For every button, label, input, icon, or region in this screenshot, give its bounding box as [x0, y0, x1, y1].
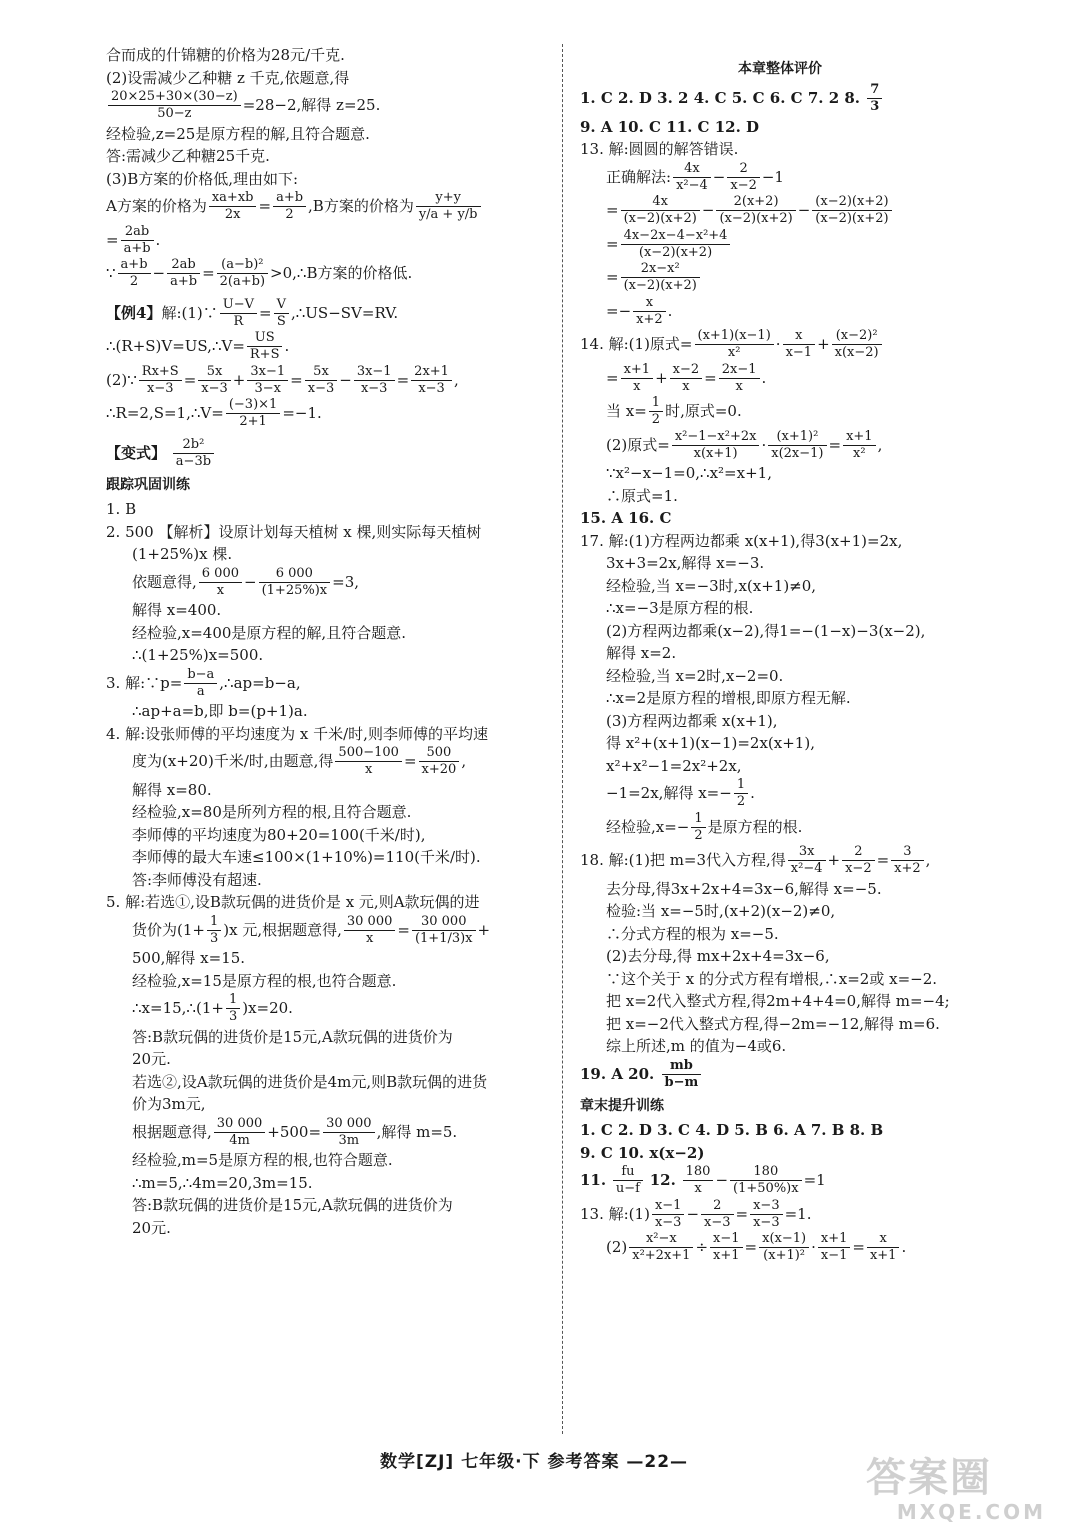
answer-line: 9. C 10. x(x−2): [580, 1143, 705, 1162]
right-column: [580, 44, 980, 1265]
answer-line: 得 x²+(x+1)(x−1)=2x(x+1),: [606, 734, 815, 752]
answer-line: 经检验,m=5是原方程的根,也符合题意.: [132, 1151, 393, 1169]
column-divider: [562, 44, 563, 1434]
answer-line: 19. A 20. $\frac{mb}{b-m}$: [580, 1058, 980, 1092]
answer-line: 3x+3=2x,解得 x=−3.: [606, 554, 765, 572]
equation-line: 3. 解:∵p= $\frac{b-a}{a}$ ,∴ap=b−a,: [106, 666, 301, 699]
left-column: [106, 44, 550, 1239]
equation-line: 正确解法: $\frac{4x}{\text{x²−4}}$ − $\frac{2}{x-2}$ −1: [606, 160, 784, 193]
answer-line: ∴原式=1.: [606, 486, 678, 505]
answer-line: 去分母,得3x+2x+4=3x−6,解得 x=−5.: [606, 879, 882, 898]
answer-line: ∴(1+25%)x=500.: [132, 646, 264, 664]
equation-line: A方案的价格为 $\frac{xa+xb}{2x}$ = $\frac{a+b}{2}$ ,B方案的价格为 $\frac{y+y}{y/a + y/b}$: [106, 190, 550, 224]
equation-line: ∵ $\frac{a+b}{2}$ − $\frac{2ab}{a+b}$ = $\frac{\text{(a−b)²}}{2(a+b)}$ >0,∴B方案的价格低.: [106, 257, 413, 290]
page-footer: 数学[ZJ] 七年级·下 参考答案 —22—: [380, 1452, 689, 1472]
answer-line: 解得 x=80.: [132, 780, 212, 799]
answer-line: 答:B款玩偶的进货价是15元,A款玩偶的进货价为: [132, 1027, 453, 1046]
answer-line: 价为3m元,: [132, 1095, 206, 1113]
equation-line: 度为(x+20)千米/时,由题意,得 $\frac{500-100}{x}$ = $\frac{500}{x+20}$ ,: [132, 745, 467, 778]
answer-line: 20元.: [132, 1050, 171, 1068]
answer-line: ∴x=2是原方程的增根,即原方程无解.: [606, 689, 851, 707]
equation-line: = $\frac{x+1}{x}$ + $\frac{x-2}{x}$ = $\frac{2x-1}{x}$ .: [606, 361, 767, 394]
equation-line: $\frac{20\times 25+30\times(30-z)}{50-z}$ =28−2,解得 z=25.: [106, 89, 550, 123]
answer-line: ∴x=−3是原方程的根.: [606, 599, 754, 617]
equation-line: ∴x=15,∴(1+ $\frac{1}{3}$ )x=20.: [132, 992, 293, 1025]
answer-line: 解得 x=2.: [606, 644, 677, 662]
answer-line: 李师傅的最大车速≤100×(1+10%)=110(千米/时).: [132, 848, 481, 866]
section-title: 本章整体评价: [738, 61, 822, 77]
variant-line: 【变式】 $\frac{\text{2b²}}{a-3b}$: [106, 437, 550, 471]
answer-line: 5. 解:若选①,设B款玩偶的进货价是 x 元,则A款玩偶的进: [106, 893, 480, 911]
answer-line: 1. B: [106, 500, 137, 518]
equation-line: 依题意得, $\frac{6 000}{x}$ − $\frac{6 000}{(1+25\%)x}$ =3,: [132, 565, 360, 598]
answer-line: 若选②,设A款玩偶的进货价是4m元,则B款玩偶的进货: [132, 1072, 488, 1091]
answer-line: 经检验,x=80是所列方程的根,且符合题意.: [132, 803, 412, 821]
watermark-url: MXQE.COM: [896, 1500, 1046, 1524]
answer-line: 把 x=−2代入整式方程,得−2m=−12,解得 m=6.: [606, 1014, 940, 1033]
answer-line: 20元.: [132, 1218, 171, 1237]
answer-line: (2)去分母,得 mx+2x+4=3x−6,: [606, 947, 830, 965]
equation-line: (2)原式= $\frac{\text{x²−1−x²+2x}}{x(x+1)}$ · $\frac{\text{(x+1)²}}{x(2x-1)}$ = $\frac{x+1}{\text{x²}}$ ,: [606, 428, 883, 461]
equation-line: = $\frac{2ab}{a+b}$ .: [106, 223, 161, 256]
equation-line: 当 x= $\frac{1}{2}$ 时,原式=0.: [606, 395, 742, 428]
answer-line: 答:B款玩偶的进货价是15元,A款玩偶的进货价为: [132, 1196, 453, 1214]
answer-line: ∴分式方程的根为 x=−5.: [606, 924, 779, 943]
answer-line: 1. C 2. D 3. 2 4. C 5. C 6. C 7. 2 8. $\frac{7}{3}$: [580, 82, 980, 116]
equation-line: 根据题意得, $\frac{30 000}{4m}$ +500= $\frac{30 000}{3m}$ ,解得 m=5.: [132, 1115, 458, 1148]
answer-line: (2)方程两边都乘(x−2),得1=−(1−x)−3(x−2),: [606, 621, 926, 640]
equation-line: 14. 解:(1)原式= $\frac{(x+1)(x-1)}{\text{x²}}$ · $\frac{x}{x-1}$ + $\frac{\text{(x−2)²}}{x(x-2)}$: [580, 328, 980, 362]
equation-line: 经检验,x=− $\frac{1}{2}$ 是原方程的根.: [606, 810, 803, 843]
text-line: (3)B方案的价格低,理由如下:: [106, 169, 299, 188]
text-line: 答:需减少乙种糖25千克.: [106, 147, 270, 165]
answer-line: 500,解得 x=15.: [132, 949, 246, 967]
equation-line: 13. 解:(1) $\frac{x-1}{x-3}$ − $\frac{2}{x-3}$ = $\frac{x-3}{x-3}$ =1.: [580, 1197, 812, 1230]
section-title: 跟踪巩固训练: [106, 477, 190, 493]
answer-line: 李师傅的平均速度为80+20=100(千米/时),: [132, 825, 426, 844]
answer-line: 4. 解:设张师傅的平均速度为 x 千米/时,则李师傅的平均速: [106, 724, 488, 743]
text-line: 经检验,z=25是原方程的解,且符合题意.: [106, 124, 370, 143]
equation-line: 货价为(1+ $\frac{1}{3}$ )x 元,根据题意得, $\frac{30 000}{x}$ = $\frac{30 000}{(1+1/3)x}$ +: [132, 913, 491, 946]
equation-line: (2) $\frac{\text{x²−x}}{\text{x²+2x+1}}$ ÷ $\frac{x-1}{x+1}$ = $\frac{x(x-1)}{\text{(x+1)²}}$ · $\frac{x+1}{x-1}$ = $\frac{x}{x+1}$ .: [606, 1231, 907, 1264]
answer-line: ∵x²−x−1=0,∴x²=x+1,: [606, 464, 772, 482]
answer-line: ∴ap+a=b,即 b=(p+1)a.: [132, 702, 308, 720]
answer-line: 把 x=2代入整式方程,得2m+4+4=0,解得 m=−4;: [606, 992, 950, 1010]
answer-line: 检验:当 x=−5时,(x+2)(x−2)≠0,: [606, 902, 836, 920]
watermark-text: 答案圈: [866, 1455, 992, 1501]
answer-line: ∴m=5,∴4m=20,3m=15.: [132, 1173, 313, 1192]
equation-line: 11. $\frac{fu}{u-f}$ 12. $\frac{180}{x}$ − $\frac{180}{(1+50\%)x}$ =1: [580, 1164, 826, 1197]
example-4-line: 【例4】解:(1)∵ $\frac{U-V}{R}$ = $\frac{V}{S}$ ,∴US−SV=RV.: [106, 296, 399, 329]
answer-line: 综上所述,m 的值为−4或6.: [606, 1037, 787, 1055]
answer-line: x²+x²−1=2x²+2x,: [606, 756, 742, 775]
answer-line: 9. A 10. C 11. C 12. D: [580, 117, 760, 136]
equation-line: =− $\frac{x}{x+2}$ .: [606, 294, 673, 327]
answer-line: (3)方程两边都乘 x(x+1),: [606, 711, 778, 730]
equation-line: (2)∵ $\frac{Rx+S}{x-3}$ = $\frac{5x}{x-3}$ + $\frac{3x-1}{3-x}$ = $\frac{5x}{x-3}$ − $\frac{3x-1}{x-3}$ = $\frac{2x+1}{x-3}$ ,: [106, 363, 459, 396]
answer-line: 17. 解:(1)方程两边都乘 x(x+1),得3(x+1)=2x,: [580, 531, 903, 550]
answer-line: 经检验,当 x=−3时,x(x+1)≠0,: [606, 576, 817, 595]
equation-line: ∴(R+S)V=US,∴V= $\frac{US}{R+S}$ .: [106, 330, 290, 363]
answer-line: 经检验,x=400是原方程的解,且符合题意.: [132, 623, 406, 642]
answer-line: (1+25%)x 棵.: [132, 545, 233, 563]
answer-line: 解得 x=400.: [132, 601, 222, 619]
equation-line: ∴R=2,S=1,∴V= $\frac{(-3)\times 1}{2+1}$ =−1.: [106, 397, 322, 430]
watermark-logo: [866, 1456, 1056, 1526]
answer-line: 1. C 2. D 3. C 4. D 5. B 6. A 7. B 8. B: [580, 1121, 884, 1139]
equation-line: −1=2x,解得 x=− $\frac{1}{2}$ .: [606, 777, 755, 810]
equation-line: = $\frac{\text{4x−2x−4−x²+4}}{(x-2)(x+2)}$: [580, 228, 980, 262]
answer-line: 经检验,当 x=2时,x−2=0.: [606, 666, 784, 685]
answer-line: 答:李师傅没有超速.: [132, 870, 262, 889]
answer-line: ∵这个关于 x 的分式方程有增根,∴x=2或 x=−2.: [606, 969, 938, 988]
answer-line: 2. 500 【解析】设原计划每天植树 x 棵,则实际每天植树: [106, 522, 482, 541]
answer-line: 经检验,x=15是原方程的根,也符合题意.: [132, 971, 397, 990]
equation-line: = $\frac{4x}{(x-2)(x+2)}$ − $\frac{2(x+2)}{(x-2)(x+2)}$ − $\frac{(x-2)(x+2)}{(x-2)(x+2)}$: [580, 194, 980, 228]
text-line: 合而成的什锦糖的价格为28元/千克.: [106, 46, 345, 64]
answer-line: 13. 解:圆圆的解答错误.: [580, 140, 739, 158]
equation-line: 18. 解:(1)把 m=3代入方程,得 $\frac{3x}{\text{x²−4}}$ + $\frac{2}{x-2}$ = $\frac{3}{x+2}$ ,: [580, 844, 931, 877]
text-line: (2)设需减少乙种糖 z 千克,依题意,得: [106, 68, 350, 87]
answer-line: 15. A 16. C: [580, 509, 672, 527]
fraction: $\frac{20\times 25+30\times(30-z)}{50-z}$: [108, 89, 241, 123]
equation-line: = $\frac{\text{2x−x²}}{(x-2)(x+2)}$: [580, 261, 980, 295]
section-title: 章末提升训练: [580, 1098, 664, 1114]
